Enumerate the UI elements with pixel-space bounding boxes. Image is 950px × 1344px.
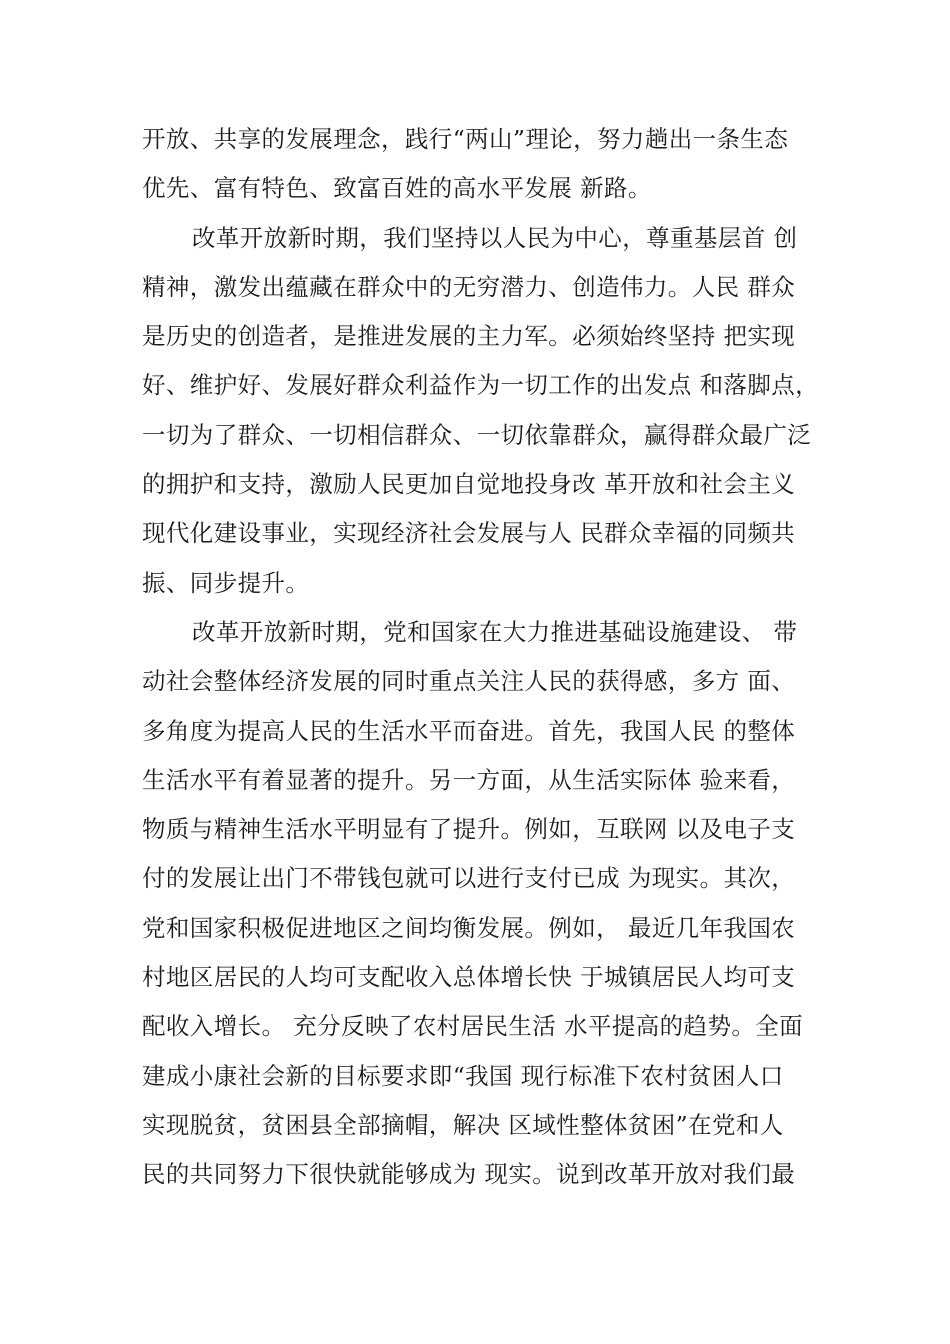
text-line: 振、同步提升。: [142, 568, 310, 597]
text-line: 民的共同努力下很快就能够成为 现实。说到改革开放对我们最: [142, 1160, 796, 1189]
body-text: [142, 115, 842, 1200]
text-line: 动社会整体经济发展的同时重点关注人民的获得感，多方 面、: [142, 667, 796, 696]
paragraph-1: [142, 115, 842, 214]
text-line: 配收入增长。 充分反映了农村居民生活 水平提高的趋势。全面: [142, 1012, 804, 1041]
text-line: 生活水平有着显著的提升。另一方面，从生活实际体 验来看，: [142, 765, 796, 794]
text-line: 改革开放新时期，我们坚持以人民为中心，尊重基层首 创: [192, 223, 798, 252]
text-line: 村地区居民的人均可支配收入总体增长快 于城镇居民人均可支: [142, 963, 796, 992]
text-line: 实现脱贫，贫困县全部摘帽，解决 区域性整体贫困”在党和人: [142, 1110, 784, 1139]
text-line: 一切为了群众、一切相信群众、一切依靠群众，赢得群众最广泛: [142, 420, 812, 449]
text-line: 是历史的创造者，是推进发展的主力军。必须始终坚持 把实现: [142, 322, 796, 351]
text-line: 改革开放新时期，党和国家在大力推进基础设施建设、 带: [192, 617, 798, 646]
text-line: 开放、共享的发展理念，践行“两山”理论，努力趟出一条生态: [142, 125, 789, 153]
text-line: 多角度为提高人民的生活水平而奋进。首先，我国人民 的整体: [142, 716, 796, 745]
text-line: 好、维护好、发展好群众利益作为一切工作的出发点 和落脚点，: [142, 371, 820, 400]
text-line: 党和国家积极促进地区之间均衡发展。例如， 最近几年我国农: [142, 913, 796, 942]
text-line: 付的发展让出门不带钱包就可以进行支付已成 为现实。其次，: [142, 864, 796, 893]
text-line: 现代化建设事业，实现经济社会发展与人 民群众幸福的同频共: [142, 519, 796, 548]
text-line: 精神，激发出蕴藏在群众中的无穷潜力、创造伟力。人民 群众: [142, 272, 796, 301]
text-line: 优先、富有特色、致富百姓的高水平发展 新路。: [142, 174, 652, 203]
paragraph-2: [142, 214, 842, 608]
text-line: 建成小康社会新的目标要求即“我国 现行标准下农村贫困人口: [142, 1061, 784, 1090]
text-line: 的拥护和支持，激励人民更加自觉地投身改 革开放和社会主义: [142, 470, 796, 499]
text-line: 物质与精神生活水平明显有了提升。例如，互联网 以及电子支: [142, 815, 796, 844]
paragraph-3: [142, 608, 842, 1200]
